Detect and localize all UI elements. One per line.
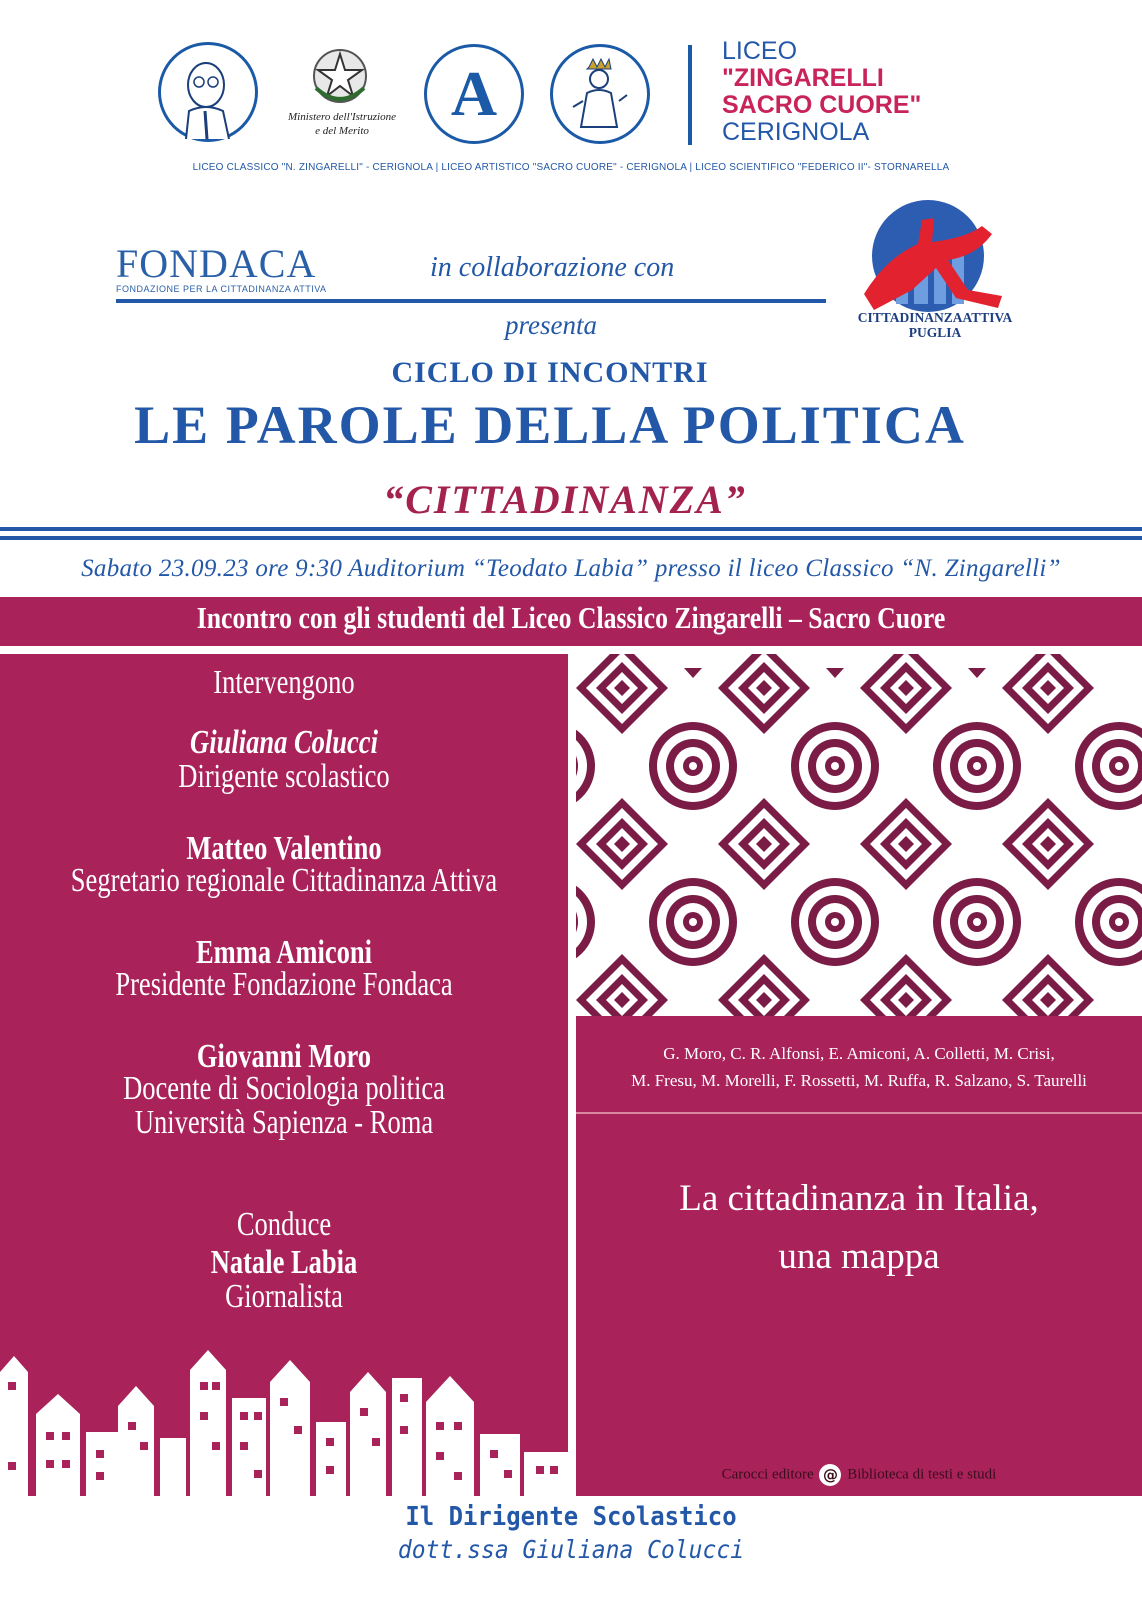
city-runner-icon [856,198,1006,314]
publisher-name: Carocci editore [721,1466,814,1483]
title-divider-top [0,527,1142,531]
city-skyline-illustration [0,1342,568,1496]
collaboration-text: in collaborazione con [430,252,675,283]
cittadinanza-attiva-logo [856,198,1006,314]
speaker-name: Matteo Valentino [186,830,382,867]
book-publisher-line [576,1464,1142,1486]
svg-text:A: A [450,58,498,129]
publisher-at-icon: @ [819,1464,841,1486]
signature-name: dott.ssa Giuliana Colucci [397,1535,745,1564]
speakers-heading: Intervengono [213,664,355,701]
host-name: Natale Labia [210,1244,358,1281]
banner-text: Incontro con gli studenti del Liceo Classico Zingarelli – Sacro Cuore [196,600,946,635]
cittadinanza-attiva-text [840,310,1030,340]
book-title-line-1: La cittadinanza in Italia, [679,1178,1039,1219]
king-figure-icon [553,47,647,141]
speaker-role: Dirigente scolastico [178,758,390,795]
ministry-line-2: e del Merito [315,125,369,137]
book-cover [576,654,1142,1496]
geometric-pattern-illustration [576,654,1142,1016]
title-divider-bottom [0,536,1142,540]
letter-a-icon [427,47,521,141]
series-heading: CICLO DI INCONTRI [391,356,709,389]
header-divider [688,45,692,145]
ministry-text [268,110,416,138]
school-name-line-2: "ZINGARELLI [722,64,884,92]
collaboration-divider [116,299,826,303]
school-name-line-1: LICEO [722,37,798,65]
book-title-line-2: una mappa [778,1236,940,1277]
speaker-affiliation: Università Sapienza - Roma [134,1104,434,1141]
school-name-line-4: CERIGNOLA [722,118,870,146]
book-authors-line-2: M. Fresu, M. Morelli, F. Rossetti, M. Ruffa, R. Salzano, S. Taurelli [631,1071,1087,1090]
speaker-role: Docente di Sociologia politica [123,1070,445,1107]
portrait-icon [161,45,255,139]
book-authors [576,1040,1142,1094]
speaker-role: Segretario regionale Cittadinanza Attiva [70,862,498,899]
panel-gutter [568,646,576,1496]
presenta-text: presenta [505,310,597,340]
signature-title: Il Dirigente Scolastico [405,1502,737,1532]
artistic-school-logo [424,44,524,144]
ministry-emblem [308,44,372,108]
italian-republic-emblem-icon [308,44,372,108]
publisher-series: Biblioteca di testi e studi [847,1466,997,1483]
event-title: LE PAROLE DELLA POLITICA [134,395,966,455]
partner-logo-line-1: CITTADINANZAATTIVA [857,310,1013,325]
host-heading: Conduce [236,1206,332,1243]
speaker-name: Giovanni Moro [196,1038,372,1075]
speaker-name: Emma Amiconi [195,934,373,971]
speakers-panel [0,654,568,1496]
book-title [576,1170,1142,1286]
event-subtitle: “CITTADINANZA” [383,477,747,522]
school-name [722,38,921,146]
fondaca-subtitle: FONDAZIONE PER LA CITTADINANZA ATTIVA [116,284,327,294]
book-authors-line-1: G. Moro, C. R. Alfonsi, E. Amiconi, A. Colletti, M. Crisi, [663,1044,1055,1063]
date-place: Sabato 23.09.23 ore 9:30 Auditorium “Teodato Labia” presso il liceo Classico “N. Zingarelli” [81,555,1061,582]
school-name-line-3: SACRO CUORE" [722,91,922,119]
partner-logo-line-2: PUGLIA [908,325,962,340]
federico-logo [550,44,650,144]
host-role: Giornalista [225,1278,343,1315]
ministry-line-1: Ministero dell'Istruzione [288,111,396,123]
zingarelli-portrait-logo [158,42,258,142]
fondaca-logo: FONDACA [116,241,317,286]
speaker-name: Giuliana Colucci [190,724,378,761]
book-divider [576,1112,1142,1114]
speaker-role: Presidente Fondazione Fondaca [115,966,453,1003]
schools-list: LICEO CLASSICO "N. ZINGARELLI" - CERIGNOLA | LICEO ARTISTICO "SACRO CUORE" - CERIGNOLA | LICEO SCIENTIFICO "FEDERICO II"- STORNARELLA [192,162,950,173]
